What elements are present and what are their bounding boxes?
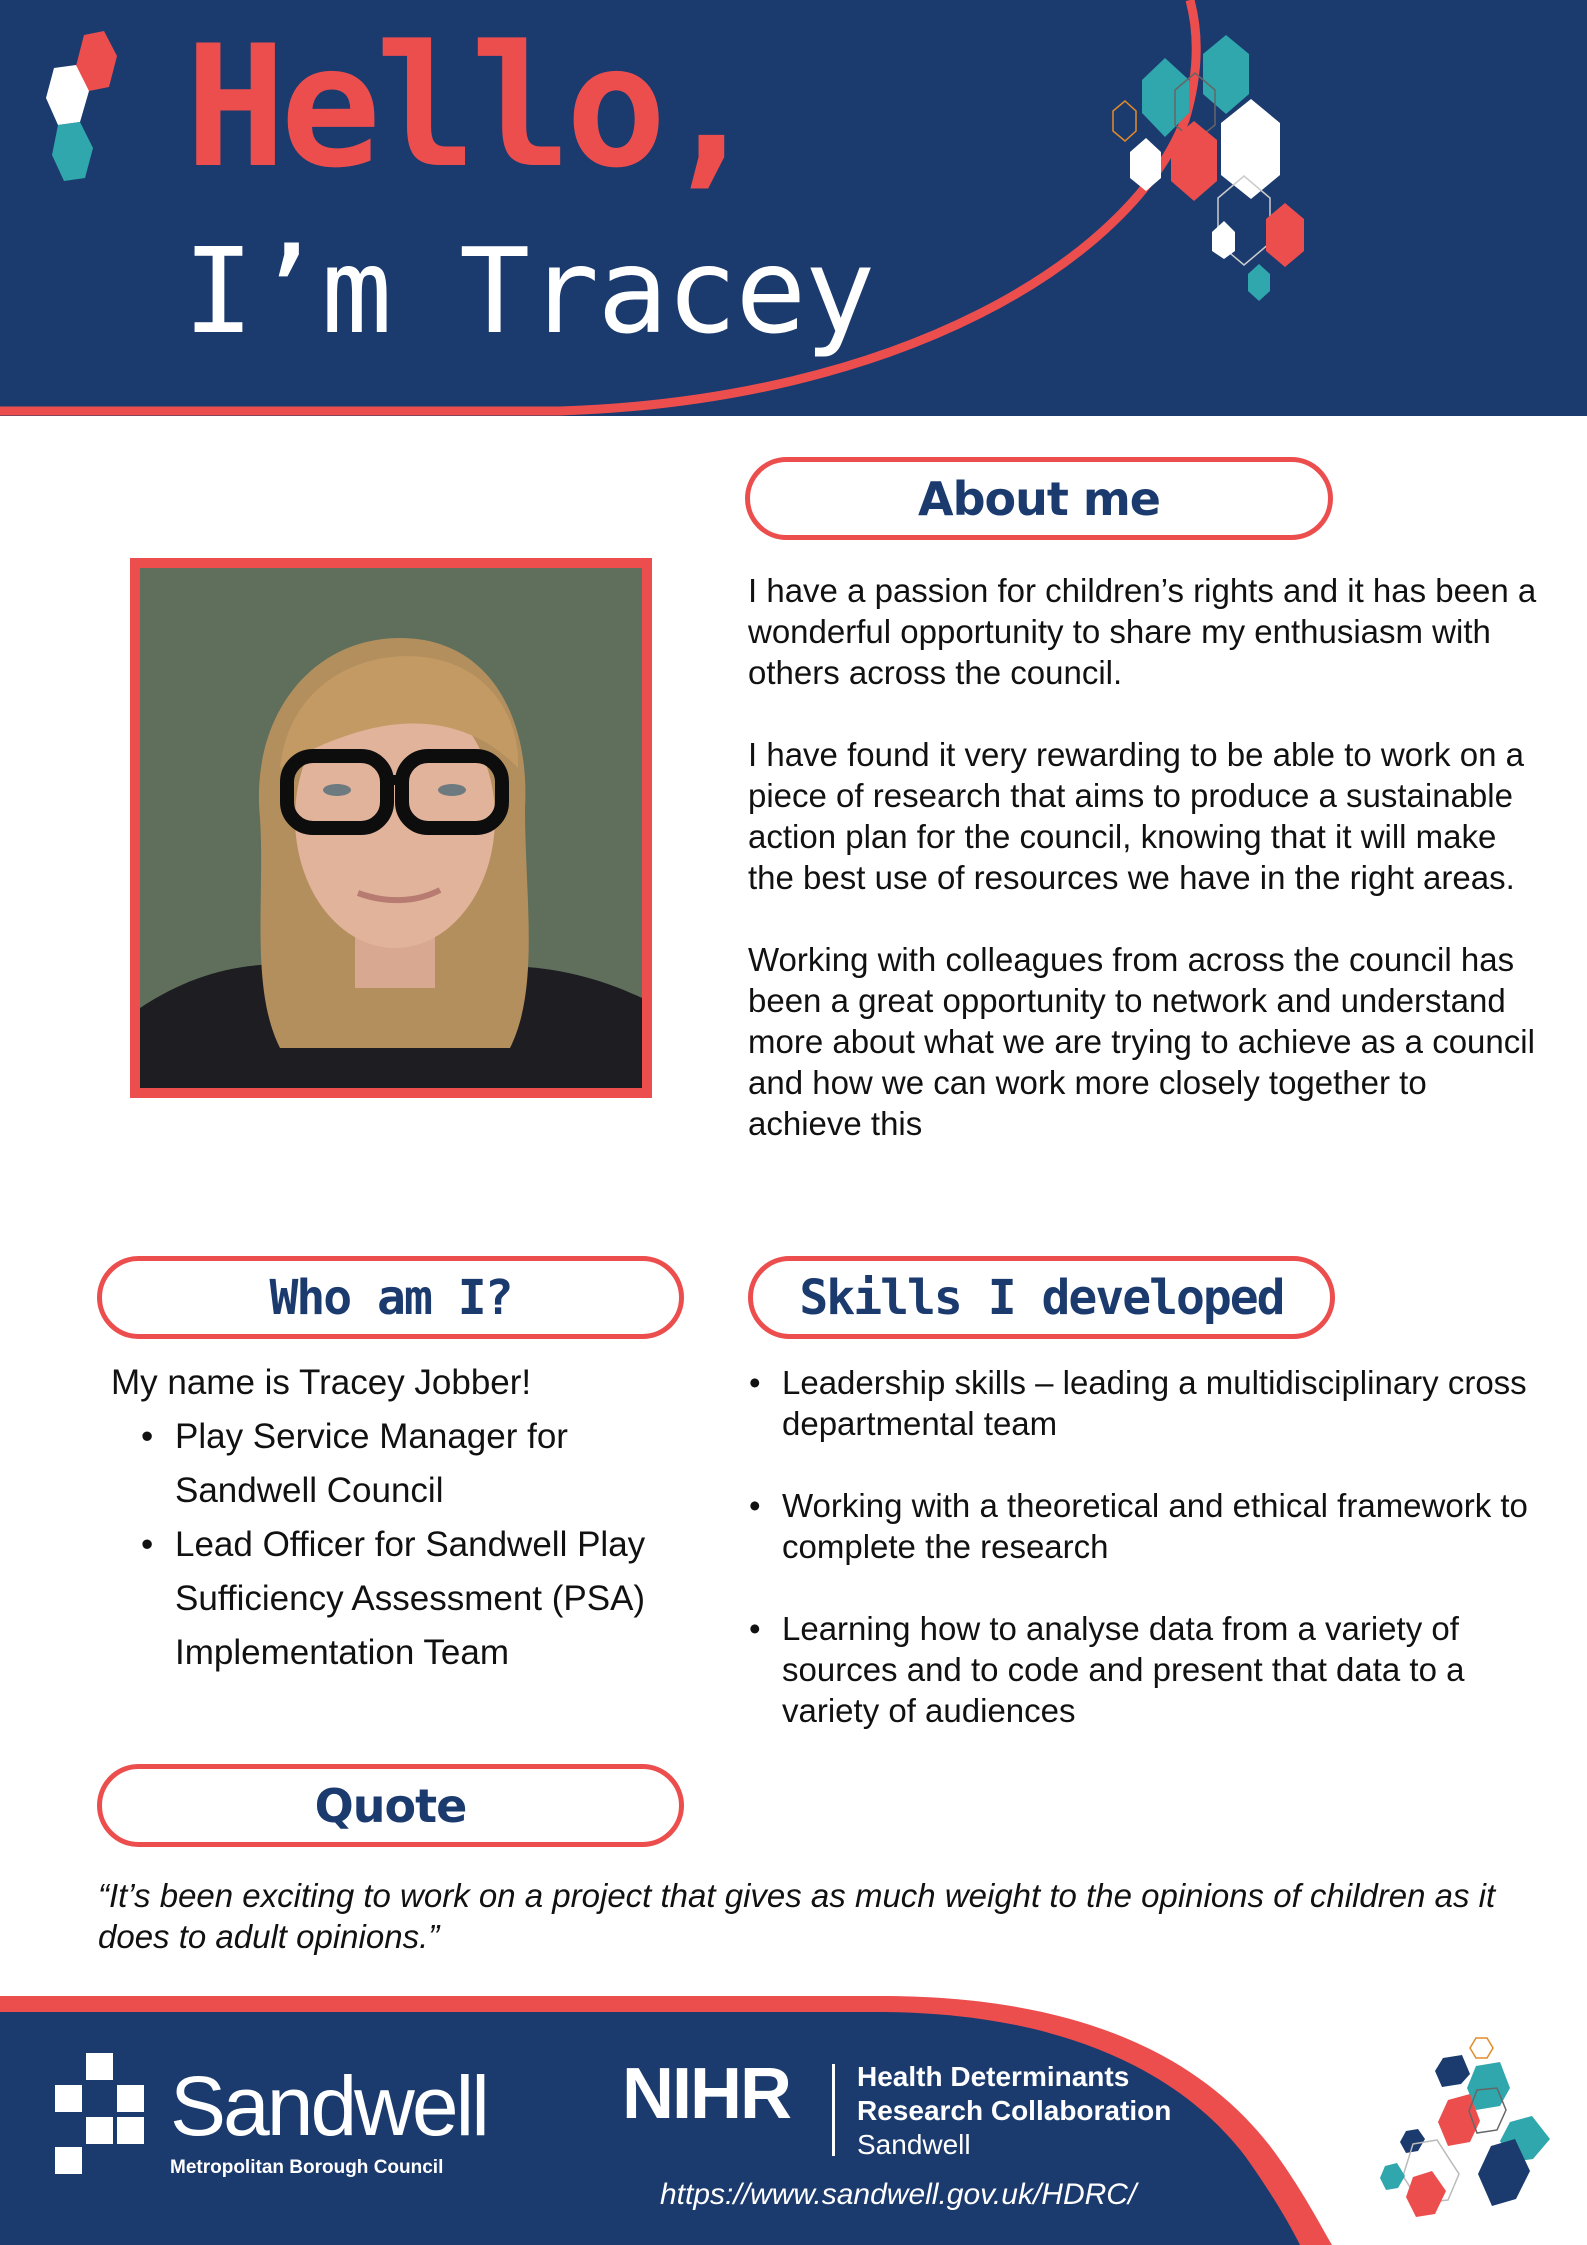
header-banner: [0, 0, 1587, 416]
skills-heading-pill: [748, 1256, 1335, 1339]
nihr-line-3: Sandwell: [857, 2129, 971, 2160]
quote-heading: Quote: [314, 1778, 467, 1833]
nihr-logo-text: [857, 2060, 1171, 2162]
who-am-i-heading: Who am I?: [269, 1269, 512, 1326]
hexagon-cluster-icon: [1380, 2038, 1550, 2217]
skills-list-item: • Learning how to analyse data from a variety of sources and to code and present that data to a variety of audiences: [749, 1608, 1549, 1731]
nihr-line-1: Health Determinants: [857, 2061, 1130, 2092]
portrait-illustration: [140, 568, 642, 1088]
hexagon-cluster-icon: [46, 31, 117, 181]
who-am-i-body: [111, 1356, 671, 1680]
about-paragraph: Working with colleagues from across the council has been a great opportunity to network and understand more about what we are trying to achieve as a council and how we can work more closely together to achieve this: [748, 941, 1535, 1142]
who-am-i-heading-pill: [97, 1256, 684, 1339]
about-me-heading: About me: [917, 471, 1160, 526]
who-list: [111, 1410, 671, 1680]
about-paragraph: I have a passion for children’s rights and it has been a wonderful opportunity to share my enthusiasm with others across the council.: [748, 572, 1537, 691]
who-list-item: • Lead Officer for Sandwell Play Sufficiency Assessment (PSA) Implementation Team: [111, 1518, 671, 1680]
skills-list: [749, 1362, 1549, 1731]
who-intro: My name is Tracey Jobber!: [111, 1363, 532, 1402]
nihr-logo-divider: [832, 2064, 835, 2156]
sandwell-logo-subtitle: Metropolitan Borough Council: [170, 2157, 444, 2178]
profile-photo-frame: [130, 558, 652, 1098]
skills-heading: Skills I developed: [799, 1269, 1284, 1326]
about-me-body: [748, 570, 1538, 1185]
about-paragraph: I have found it very rewarding to be able to work on a piece of research that aims to produce a sustainable action plan for the council, knowing that it will make the best use of resources we have in the right areas.: [748, 736, 1524, 896]
about-me-heading-pill: [745, 457, 1333, 540]
sandwell-logo-mark: [0, 1996, 160, 2245]
nihr-logo-acronym: NIHR: [622, 2054, 790, 2134]
profile-photo: [140, 568, 642, 1088]
nihr-line-2: Research Collaboration: [857, 2095, 1172, 2126]
sandwell-logo-name: Sandwell: [170, 2059, 487, 2153]
quote-heading-pill: [97, 1764, 684, 1847]
skills-list-item: • Working with a theoretical and ethical framework to complete the research: [749, 1485, 1549, 1567]
skills-list-item: • Leadership skills – leading a multidisciplinary cross departmental team: [749, 1362, 1549, 1444]
quote-text: “It’s been exciting to work on a project that gives as much weight to the opinions of children as it does to adult opinions.”: [98, 1877, 1496, 1955]
name-title: I’m Tracey: [183, 222, 874, 360]
greeting-title: Hello,: [185, 9, 756, 205]
who-list-item: • Play Service Manager for Sandwell Council: [111, 1410, 671, 1518]
hexagon-cluster-icon: [1113, 35, 1304, 301]
skills-body: [749, 1362, 1549, 1772]
hdrc-website-link[interactable]: https://www.sandwell.gov.uk/HDRC/: [660, 2178, 1137, 2211]
